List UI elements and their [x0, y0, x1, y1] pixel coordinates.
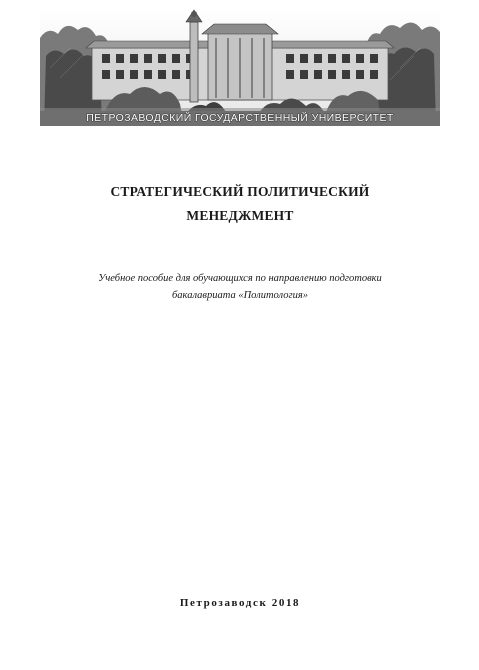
publication-place-year: Петрозаводск 2018: [179, 597, 301, 609]
book-title: [40, 180, 440, 228]
book-subtitle: [40, 270, 440, 304]
book-subtitle-line-1: Учебное пособие для обучающихся по направлению подготовки: [98, 273, 382, 284]
university-header-illustration: [40, 8, 440, 126]
book-title-line-2: МЕНЕДЖМЕНТ: [186, 208, 294, 223]
book-title-line-1: СТРАТЕГИЧЕСКИЙ ПОЛИТИЧЕСКИЙ: [110, 184, 370, 199]
book-subtitle-line-2: бакалавриата «Политология»: [172, 290, 308, 301]
university-name: ПЕТРОЗАВОДСКИЙ ГОСУДАРСТВЕННЫЙ УНИВЕРСИТЕТ: [86, 112, 394, 124]
